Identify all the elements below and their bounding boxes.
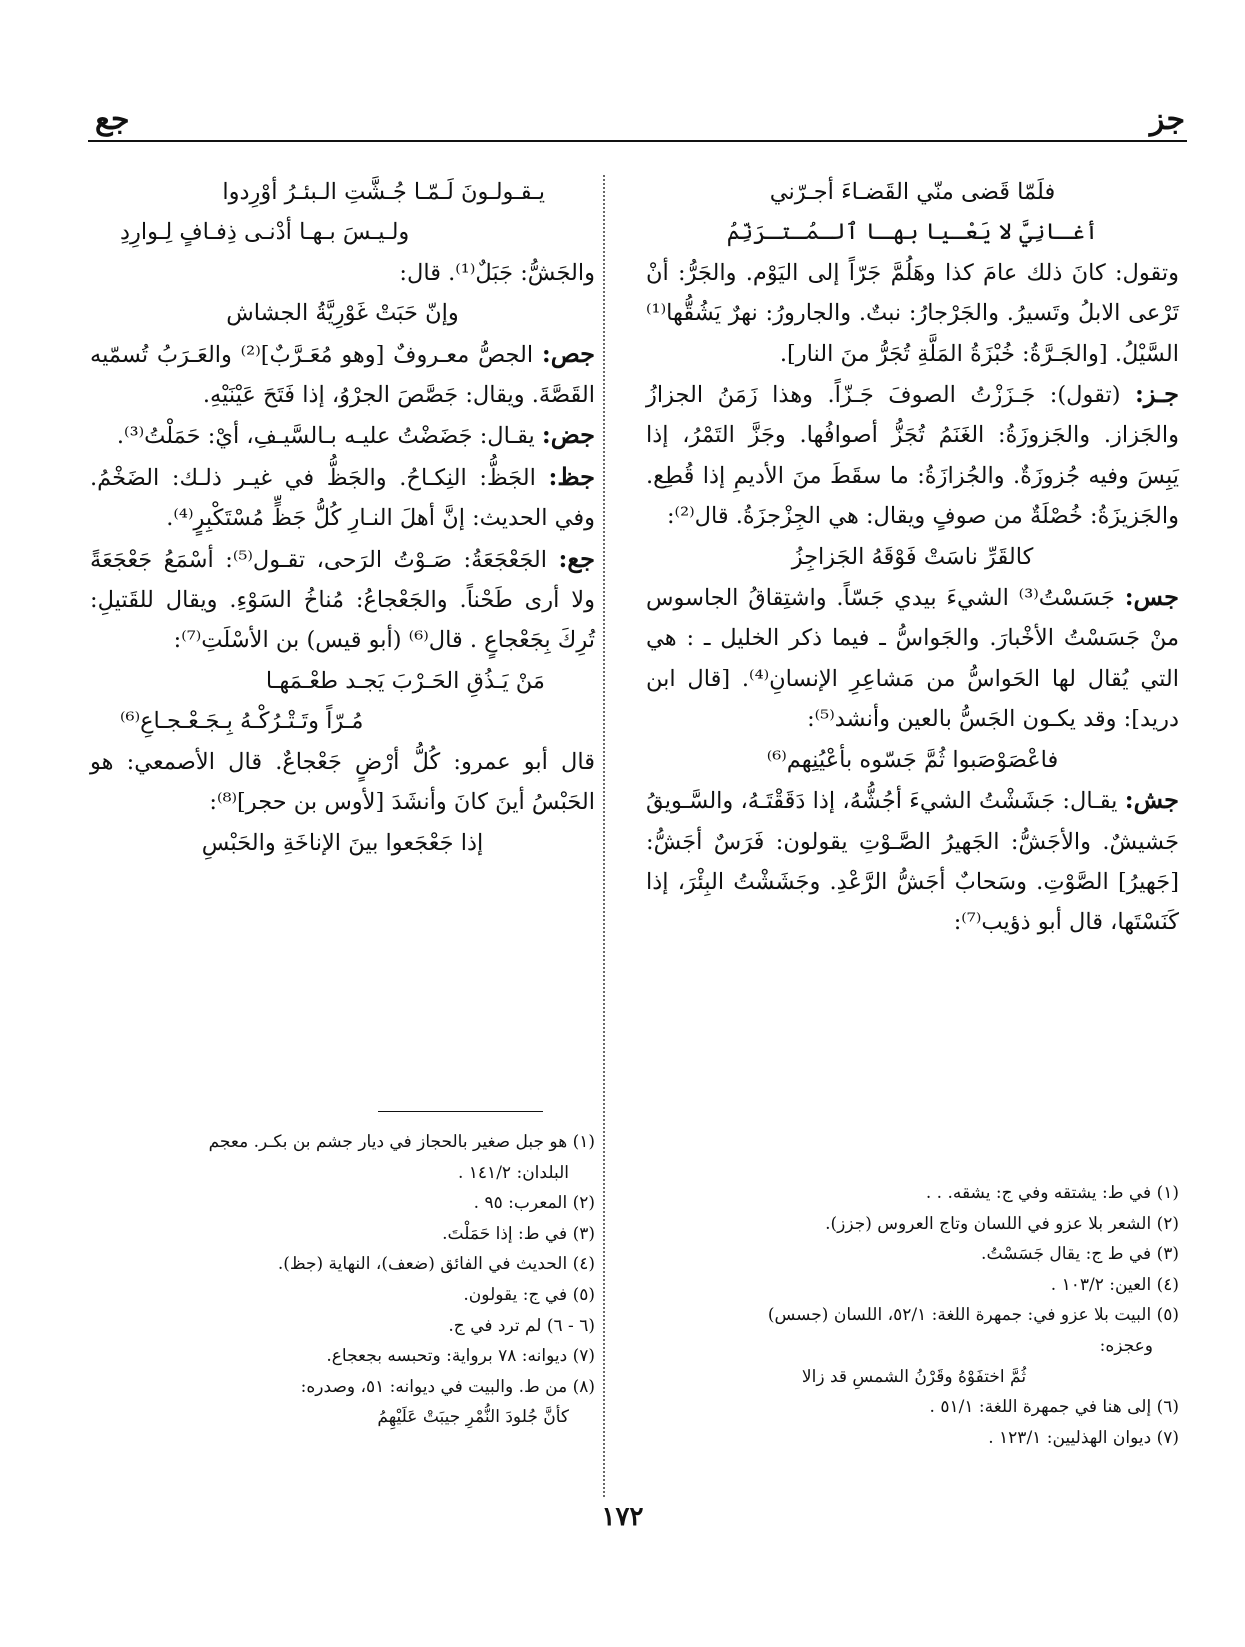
entry-text: كالقَرِّ ناسَتْ فَوْقَهُ الجَزاجِزُ (791, 543, 1034, 570)
footnote-line: (٧) ديوانه: ٧٨ برواية: وتحبسه بجعجاع. (326, 1346, 595, 1367)
entry-text: فلَمّا قَضى منّي القَضـاءَ أجـرّني (769, 179, 1056, 205)
footnote-line: (٢) المعرب: ٩٥ . (473, 1193, 595, 1214)
left-column (90, 172, 595, 863)
running-head-right: جز (1149, 102, 1185, 137)
entry-text: أغـانِيَّ لا يَعْـيا بهـا ٱلـمُـتـرَنِّمُ (726, 219, 1099, 246)
verse-line (90, 212, 595, 252)
entry-text: يقـال: جَشَشْتُ الشيءَ أجُشُّهُ، إذا دَقَقْتَـهُ، والسَّـويقُ جَشيشٌ. والأجَشُّ: الجَهيرُ الصَّـوْتِ يقولون: فَرَسٌ أجَشُّ: [جَهيرُ] الصَّوْتِ. وسَحابٌ أجَشُّ الرَّعْدِ. وجَشَشْتُ البِئْرَ، إذا كَنَسْتَها، قال أبو ذؤيب⁽⁷⁾: (646, 788, 1179, 936)
dictionary-entry (90, 334, 595, 416)
page-number: ١٧٢ (601, 1502, 644, 1532)
verse-line (90, 701, 595, 741)
dictionary-entry (90, 539, 595, 661)
right-column (646, 172, 1179, 943)
entry-text: الجَظُّ: النِكـاحُ. والجَظُّ في غيـر ذلـك: الضَخْمُ. وفي الحديث: إنَّ أهلَ النـارِ كُلُّ جَظٍّ مُسْتَكْبِرٍ⁽⁴⁾. (90, 464, 595, 532)
entry-headword: جع: (558, 543, 595, 573)
entry-headword: جـز: (1135, 379, 1180, 409)
entry-text: وإنّ حَبَتْ غَوْرِيَّةُ الجشاش (226, 300, 459, 327)
entry-headword: جص: (541, 338, 595, 368)
footnote-line: (٤) العين: ١٠٣/٢ . (1050, 1274, 1179, 1295)
footnote-line: (٣) في ط ج: يقال جَسَسْتُ. (981, 1244, 1179, 1265)
footnote-line: (٤) الحديث في الفائق (ضعف)، النهاية (جظ). (277, 1254, 595, 1275)
entry-text: الجَعْجَعَةُ: صَـوْتُ الرَحى، تقـول⁽⁵⁾: أسْمَعُ جَعْجَعَةً ولا أرى طَحْناً. والجَعْجاعُ: مُناخُ السَوْءِ. ويقال للقَتيلِ: تُرِكَ بِجَعْجاعٍ . قال⁽⁶⁾ (أبو قيس) بن الأسْلَتِ⁽⁷⁾: (90, 546, 595, 654)
dictionary-entry (646, 577, 1179, 740)
entry-text: قال أبو عمرو: كُلُّ أرْضٍ جَعْجاعٌ. قال الأصمعي: هو الحَبْسُ أينَ كانَ وأنشَدَ [لأوس بن حجر]⁽⁸⁾: (90, 748, 595, 816)
footnote-rule-left (378, 1111, 543, 1112)
entry-headword: جش: (1124, 785, 1179, 815)
entry-text: يـقـولـونَ لَـمّـا جُـشَّتِ الـبئـرُ أوْرِدوا (222, 179, 545, 205)
footnote-line: (٦) إلى هنا في جمهرة اللغة: ٥١/١ . (929, 1397, 1179, 1418)
verse-line (90, 172, 595, 212)
entry-text: مُـرّاً وتَـتْـرُكْـهُ بِـجَـعْـجـاعِ⁽⁶⁾ (120, 708, 364, 735)
entry-headword: جس: (1124, 582, 1179, 612)
footnotes-left (95, 1127, 595, 1433)
entry-text: (تقول): جَـزَزْتُ الصوفَ جَـزّاً. وهذا زَمَنُ الجزازُ والجَزاز. والجَزوزَةُ: الغَنَمُ تُجَزُّ أصوافُها. وجَزَّ التَمْرُ، إذا يَبِسَ وفيه جُزوزَةٌ. والجُزازَةُ: ما سقَطَ منَ الأديمِ إذا قُطِع. والجَزيزَةُ: خُصْلَةٌ من صوفٍ ويقال: هي الجِزْجزَةُ. قال⁽²⁾: (646, 382, 1179, 530)
footnote-line: (٦ - ٦) لم ترد في ج. (448, 1315, 595, 1336)
dictionary-entry (90, 415, 595, 456)
verse-line (90, 823, 595, 863)
entry-text: جَسَسْتُ⁽³⁾ الشيءَ بيدي جَسّاً. واشتِقاقُ الجاسوس منْ جَسَسْتُ الأخْبارَ. والجَواسُّ ـ فيما ذكر الخليل ـ : هي التي يُقال لها الحَواسُّ من مَشاعِرِ الإنسانِ⁽⁴⁾. [قال ابن دريد]: وقد يكـون الجَسُّ بالعين وأنشد⁽⁵⁾: (646, 585, 1179, 733)
verse-line (646, 212, 1179, 252)
entry-headword: جض: (541, 420, 595, 450)
footnote-line: ثُمَّ اختفَوْهُ وقَرْنُ الشمسِ قد زالا (801, 1366, 1027, 1387)
footnote-line: (١) هو جبل صغير بالحجاز في ديار جشم بن بكـر. معجم (208, 1132, 595, 1152)
entry-text: يقـال: جَضَضْتُ عليـه بـالسَّيـفِ، أيْ: حَمَلْتُ⁽³⁾. (116, 423, 535, 450)
header-rule (88, 140, 1187, 142)
footnote-line: (٣) في ط: إذا حَمَلْتَ. (442, 1223, 595, 1244)
footnote-line: (٢) الشعر بلا عزو في اللسان وتاج العروس (جزز). (825, 1213, 1179, 1234)
verse-line (646, 537, 1179, 577)
entry-text: إذا جَعْجَعوا بينَ الإناخَةِ والحَبْسِ (201, 829, 484, 856)
dictionary-entry (646, 374, 1179, 537)
footnote-line: (١) في ط: يشتقه وفي ج: يشقه. . . (925, 1183, 1179, 1203)
verse-line (90, 661, 595, 701)
footnote-line: البلدان: ١٤١/٢ . (457, 1162, 569, 1183)
footnote-line: (٥) البيت بلا عزو في: جمهرة اللغة: ٥٢/١، اللسان (جسس) (767, 1305, 1179, 1326)
entry-text: وتقول: كانَ ذلك عامَ كذا وهَلُمَّ جَرّاً إلى اليَوْم. والجَرُّ: أنْ تَرْعى الابلُ وتَسيرُ. والجَرْجارُ: نبتٌ. والجارورُ: نهرٌ يَشُقُّها⁽¹⁾ السَّيْلُ. [والجَـرَّةُ: خُبْزَةُ المَلَّةِ تُجَرُّ منَ النار]. (646, 259, 1179, 367)
footnote-line: (٥) في ج: يقولون. (463, 1284, 595, 1305)
entry-text: فاعْصَوْصَبوا ثُمَّ جَسّوه بأعْيُنِهم⁽⁶⁾ (766, 746, 1059, 773)
verse-line (646, 172, 1179, 212)
footnote-line: (٨) من ط. والبيت في ديوانه: ٥١، وصدره: (300, 1376, 595, 1397)
footnote-line: وعجزه: (1099, 1335, 1153, 1356)
paragraph (90, 253, 595, 293)
dictionary-entry (646, 780, 1179, 943)
footnote-line: (٧) ديوان الهذليين: ١٢٣/١ . (988, 1427, 1179, 1448)
footnote-line: كأنَّ جُلودَ النُّمْرِ جيبَتْ عَلَيْهِمُ (377, 1407, 569, 1428)
entry-text: مَنْ يَـذُقِ الحَـرْبَ يَجـد طعْـمَهـا (265, 667, 545, 694)
entry-headword: جظ: (548, 461, 595, 491)
entry-text: الجصُّ معـروفٌ [وهو مُعَـرَّبٌ]⁽²⁾ والعَـرَبُ تُسمّيه القَصَّةَ. ويقال: جَصَّصَ الجرْوُ، إذا فَتَحَ عَيْنَيْهِ. (90, 341, 595, 409)
dictionary-entry (90, 457, 595, 539)
entry-text: والجَشُّ: جَبَلٌ⁽¹⁾. قال: (399, 259, 595, 286)
paragraph (646, 253, 1179, 374)
column-divider (603, 175, 605, 1497)
footnotes-right (649, 1178, 1179, 1453)
verse-line (90, 293, 595, 333)
paragraph (90, 742, 595, 823)
entry-text: ولـيـسَ بـهـا أدْنـى ذِفـافٍ لِـوارِدِ (120, 219, 410, 246)
verse-line (646, 740, 1179, 780)
running-head-left: جع (95, 102, 130, 137)
